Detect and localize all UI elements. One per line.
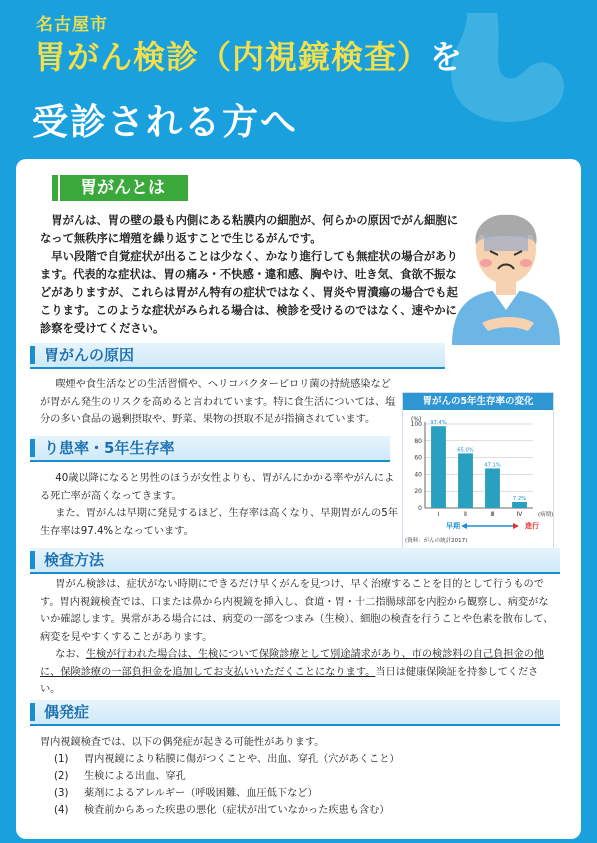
chart-arrow-tail — [461, 523, 467, 529]
complication-item — [40, 751, 400, 768]
method-note-prefix: なお、 — [55, 649, 86, 660]
heading-rate-label: り患率・5年生存率 — [44, 439, 175, 457]
cause-text — [40, 376, 400, 429]
chart-y-tick-label: 0 — [418, 505, 422, 512]
complication-item — [40, 802, 400, 819]
chart-advanced-label: 進行 — [525, 522, 539, 530]
chart-arrow-head — [513, 523, 519, 529]
item-number: (3) — [54, 788, 69, 799]
chart-value-label: 7.2% — [512, 495, 527, 502]
survival-chart — [402, 392, 554, 549]
method-paragraph: 胃がん検診は、症状がない時期にできるだけ早くがんを見つけ、早く治療することを目的として行うものです。胃内視鏡検査では、口または鼻から内視鏡を挿入し、食道・胃・十二指腸球部を内腔から観察し、病変がないか確認します。異常がある場合には、病変の一部をつまみ（生検）、細胞の検査を行うことや色素を散布して、病変を見やすくすることがあります。 — [40, 579, 554, 643]
chart-value-label: 47.1% — [484, 462, 501, 469]
heading-cause-label: 胃がんの原因 — [44, 346, 135, 364]
chart-y-tick-label: 80 — [414, 437, 422, 445]
complications-list — [40, 734, 400, 819]
item-text: 検査前からあった疾患の悪化（症状が出ていなかった疾患も含む） — [84, 805, 390, 816]
heading-method-label: 検査方法 — [44, 551, 105, 569]
heading-rate — [30, 436, 390, 462]
intro-paragraph: 早い段階で自覚症状が出ることは少なく、かなり進行しても無症状の場合があります。代表的な症状は、胃の痛み・不快感・違和感、胸やけ、吐き気、食欲不振などがありますが、これらは胃がん特有の症状ではなく、胃炎や胃潰瘍の場合でも起こります。このような症状がみられる場合は、検診を受けるのではなく、速やかに診察を受けてください。 — [40, 250, 458, 335]
heading-complications-label: 偶発症 — [44, 703, 90, 721]
person-stomachache-illustration — [442, 205, 570, 345]
chart-stage-suffix: (病期) — [538, 512, 553, 518]
rate-paragraph: 40歳以降になると男性のほうが女性よりも、胃がんにかかる率やがんによる死亡率が高くなってきます。 — [40, 473, 395, 502]
chart-value-label: 65.0% — [457, 447, 474, 454]
title-line1 — [34, 32, 463, 78]
item-number: (1) — [54, 754, 69, 765]
chart-x-tick-label: Ⅰ — [437, 511, 440, 518]
complication-item — [40, 785, 400, 802]
intro-paragraph: 胃がんは、胃の壁の最も内側にある粘膜内の細胞が、何らかの原因でがん細胞になって無秩序に増殖を繰り返すことで生じるがんです。 — [40, 214, 458, 245]
heading-method — [30, 548, 560, 574]
intro-text — [40, 212, 458, 338]
chart-y-tick-label: 60 — [414, 454, 422, 462]
chart-y-tick-label: 100 — [410, 421, 422, 428]
chart-x-tick-label: Ⅱ — [464, 511, 467, 518]
chart-bar — [458, 453, 473, 508]
chart-early-label: 早期 — [446, 522, 460, 530]
chart-bar — [485, 468, 500, 508]
city-name: 名古屋市 — [36, 15, 108, 35]
section-tag: 胃がんとは — [60, 175, 188, 201]
chart-x-tick-label: Ⅲ — [490, 511, 495, 518]
chart-x-tick-label: Ⅳ — [516, 511, 523, 518]
method-text — [40, 576, 558, 699]
method-note-suffix: 当日は健康保険証を持参してください。 — [40, 666, 539, 695]
chart-bar — [431, 426, 446, 508]
method-note-underline: 生検が行われた場合は、生検について保険診療として別途請求があり、市の検診料の自己負担金の他に、保険診療の一部負担金を追加してお支払いいただくことになります。 — [40, 649, 545, 678]
chart-source: (資料：がんの統計2017) — [405, 538, 468, 544]
title-suffix: を — [430, 38, 464, 76]
method-paragraph — [40, 646, 558, 699]
chart-y-tick-label: 20 — [414, 488, 422, 496]
complication-item — [40, 768, 400, 785]
chart-bar — [512, 502, 527, 508]
chart-y-tick-label: 40 — [414, 471, 422, 479]
title-line2: 受診される方へ — [32, 102, 299, 143]
chart-value-label: 97.4% — [430, 420, 447, 427]
item-text: 胃内視鏡により粘膜に傷がつくことや、出血、穿孔（穴があくこと） — [84, 754, 400, 765]
item-text: 生検による出血、穿孔 — [84, 771, 186, 782]
rate-paragraph: また、胃がんは早期に発見するほど、生存率は高くなり、早期胃がんの5年生存率は97.4%となっています。 — [40, 508, 398, 537]
title-main: 胃がん検診（内視鏡検査） — [34, 38, 431, 76]
heading-cause — [30, 343, 445, 369]
chart-plot — [403, 410, 553, 546]
chart-ylabel: (%) — [411, 416, 422, 423]
complications-lead: 胃内視鏡検査では、以下の偶発症が起きる可能性があります。 — [40, 737, 325, 748]
heading-complications — [30, 700, 560, 726]
cause-paragraph: 喫煙や食生活などの生活習慣や、ヘリコバクターピロリ菌の持続感染などが胃がん発生のリスクを高めると言われています。特に食生活については、塩分の多い食品の過剰摂取や、野菜、果物の摂取不足が指摘されています。 — [40, 379, 396, 425]
item-text: 薬剤によるアレルギー（呼吸困難、血圧低下など） — [84, 788, 318, 799]
item-number: (4) — [54, 805, 69, 816]
rate-text — [40, 470, 400, 540]
item-number: (2) — [54, 771, 69, 782]
chart-title: 胃がんの5年生存率の変化 — [403, 393, 553, 410]
